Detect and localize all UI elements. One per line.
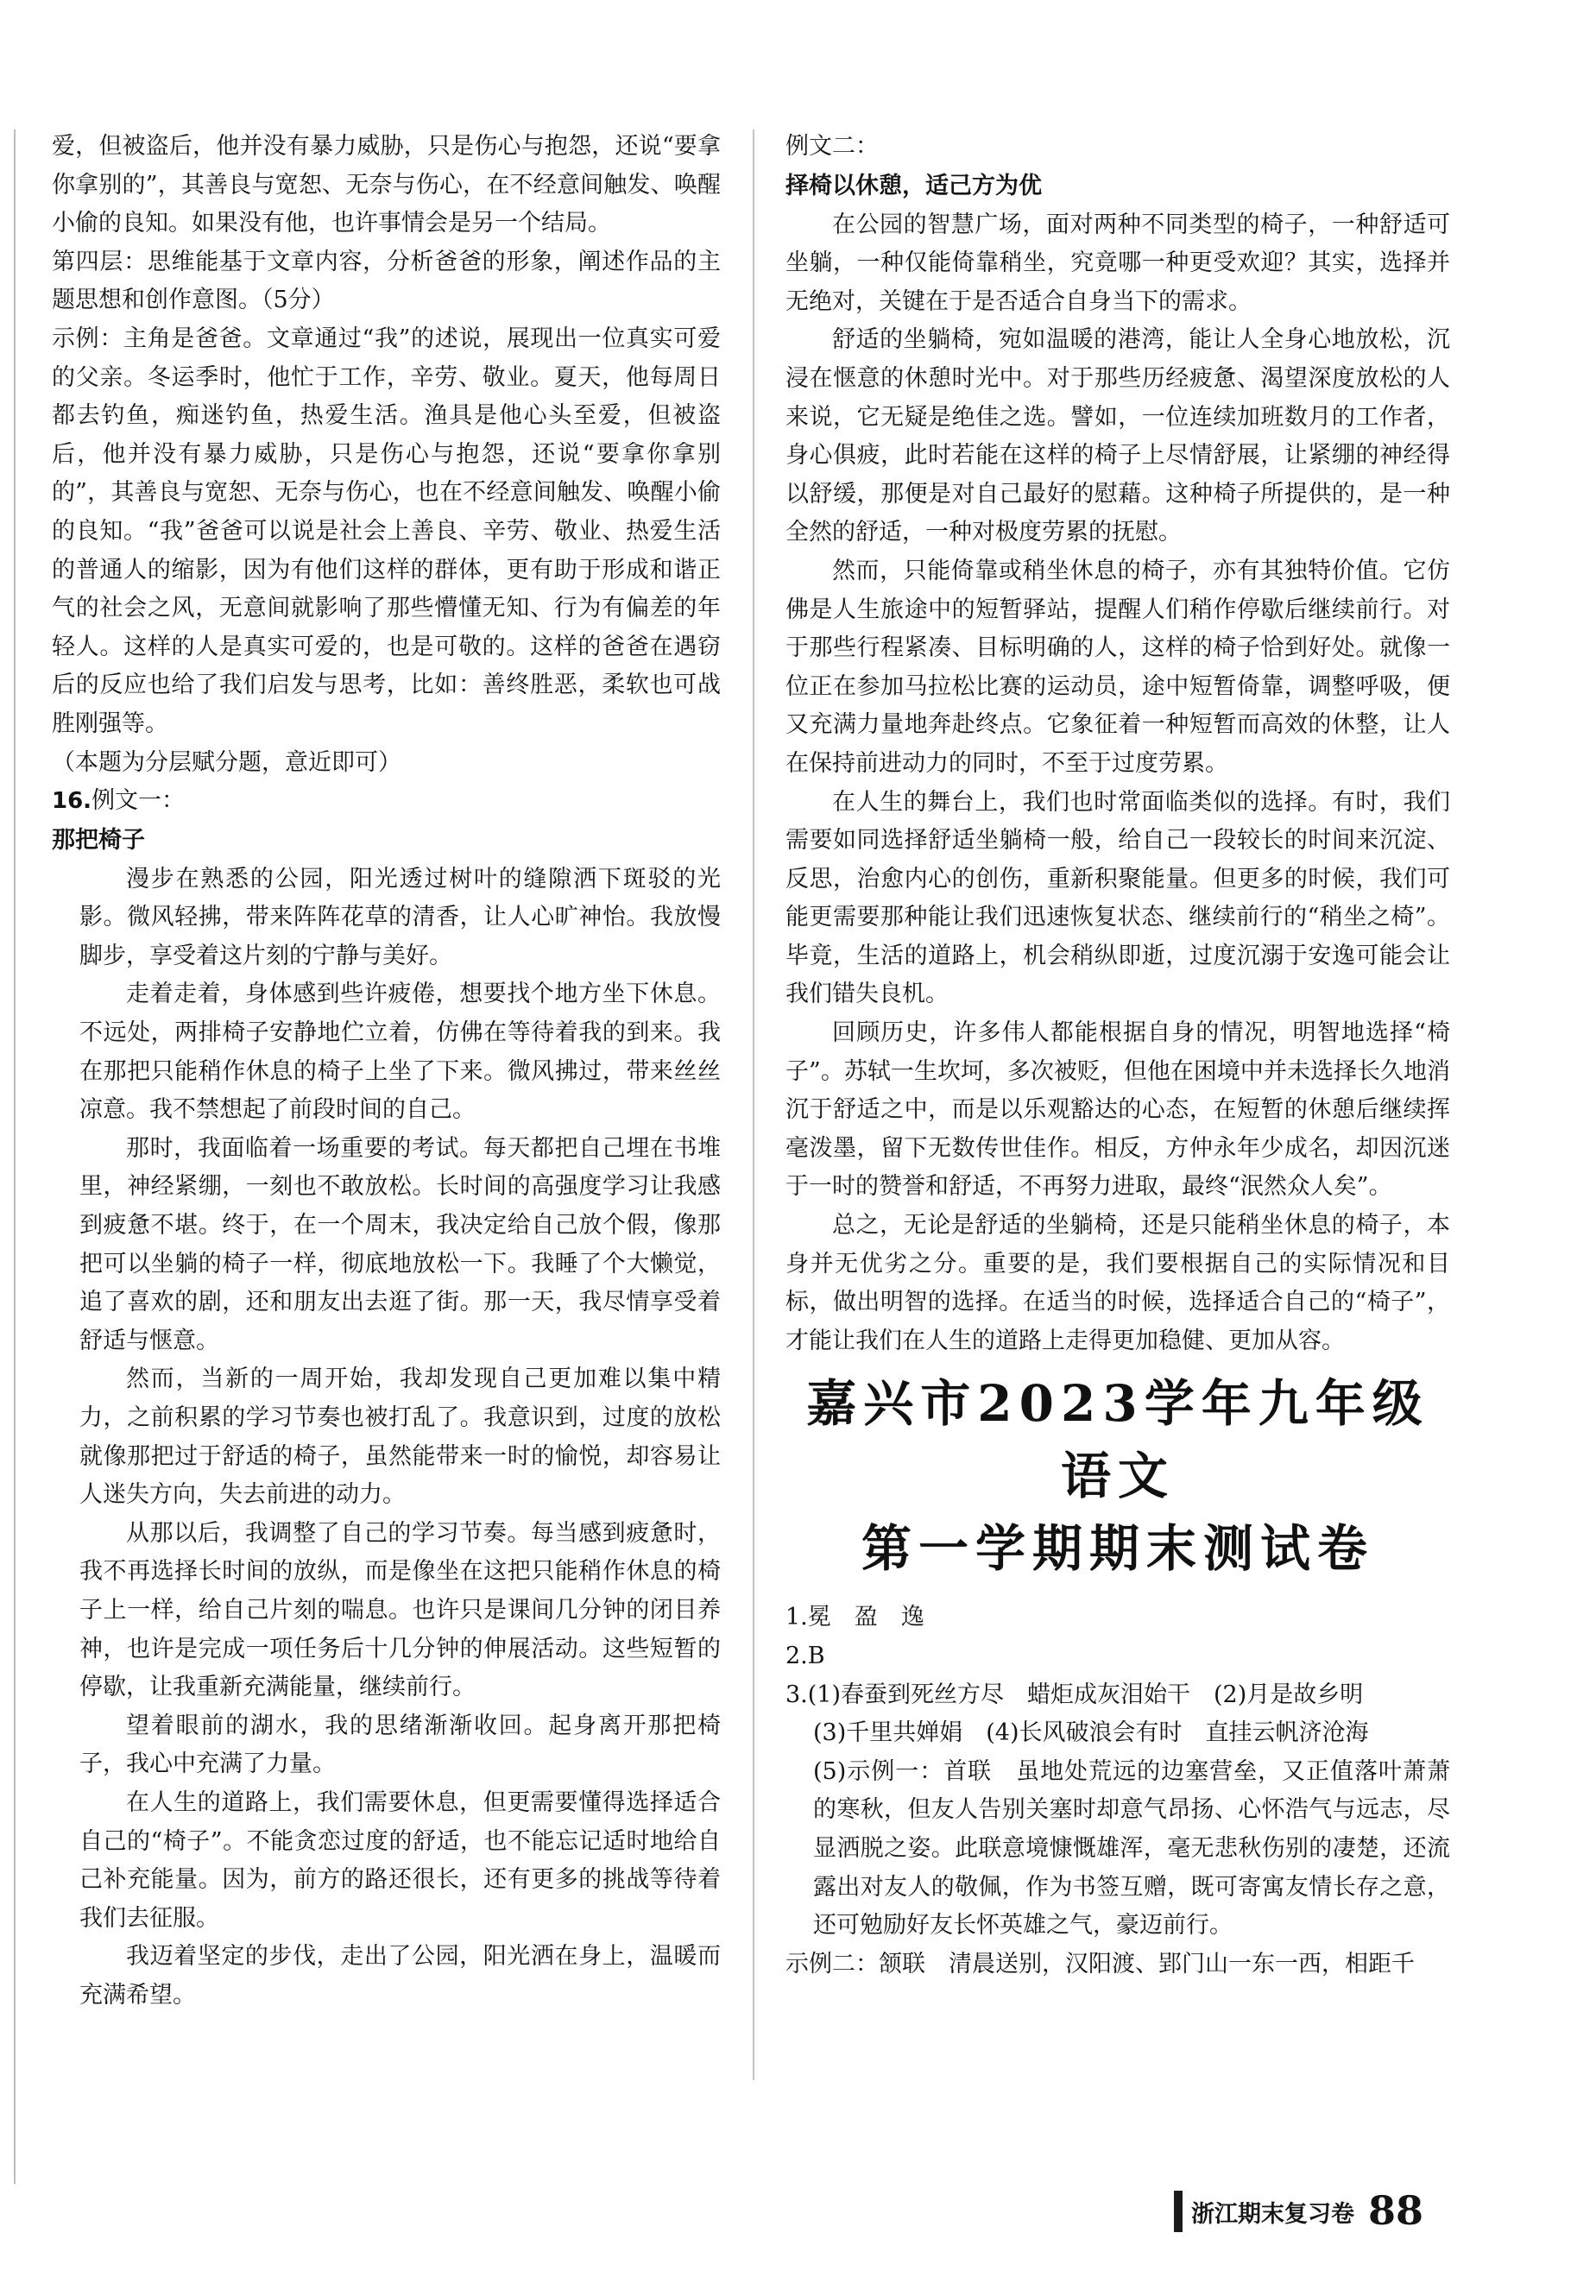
essay-one-paragraph: 从那以后，我调整了自己的学习节奏。每当感到疲惫时，我不再选择长时间的放纵，而是像坐在这把只能稍作休息的椅子上一样，给自己片刻的喘息。也许只是课间几分钟的闭目养神，也许是完成一项任务后十几分钟的伸展活动。这些短暂的停歇，让我重新充满能量，继续前行。 (79, 1519, 721, 1701)
essay-two-paragraph: 舒适的坐躺椅，宛如温暖的港湾，能让人全身心地放松，沉浸在惬意的休憩时光中。对于那些历经疲惫、渴望深度放松的人来说，它无疑是绝佳之选。譬如，一位连续加班数月的工作者，身心俱疲，此时若能在这样的椅子上尽情舒展，让紧绷的神经得以舒缓，那便是对自己最好的慰藉。这种椅子所提供的，是一种全然的舒适，一种对极度劳累的抚慰。 (785, 326, 1450, 546)
question-16-header (52, 782, 721, 821)
page-footer (1174, 2189, 1423, 2232)
footer-bar (1174, 2191, 1183, 2232)
question-number: 16. (52, 788, 92, 815)
essay-one-paragraph: 然而，当新的一周开始，我却发现自己更加难以集中精力，之前积累的学习节奏也被打乱了。我意识到，过度的放松就像那把过于舒适的椅子，虽然能带来一时的愉悦，却容易让人迷失方向，失去前进的动力。 (79, 1366, 721, 1509)
essay-two-label: 例文二： (785, 133, 879, 160)
answer-1: 1.冕 盈 逸 (785, 1604, 924, 1631)
essay-one-paragraph: 走着走着，身体感到些许疲倦，想要找个地方坐下休息。不远处，两排椅子安静地伫立着，仿佛在等待着我的到来。我在那把只能稍作休息的椅子上坐了下来。微风拂过，带来丝丝凉意。我不禁想起了前段时间的自己。 (79, 981, 721, 1124)
column-divider (753, 129, 754, 2080)
answer-continuation: 爱，但被盗后，他并没有暴力威胁，只是伤心与抱怨，还说“要拿你拿别的”，其善良与宽恕、无奈与伤心，在不经意间触发、唤醒小偷的良知。如果没有他，也许事情会是另一个结局。 (52, 133, 721, 237)
answer-3-line-4: 示例二：颔联 清晨送别，汉阳渡、郢门山一东一西，相距千 (785, 1950, 1415, 1977)
scoring-note: （本题为分层赋分题，意近即可） (52, 748, 401, 776)
essay-two-paragraph: 总之，无论是舒适的坐躺椅，还是只能稍坐休息的椅子，本身并无优劣之分。重要的是，我们要根据自己的实际情况和目标，做出明智的选择。在适当的时候，选择适合自己的“椅子”，才能让我们在人生的道路上走得更加稳健、更加从容。 (785, 1212, 1450, 1354)
footer-label: 浙江期末复习卷 (1190, 2201, 1354, 2228)
scoring-example: 示例：主角是爸爸。文章通过“我”的述说，展现出一位真实可爱的父亲。冬运季时，他忙于工作，辛劳、敬业。夏天，他每周日都去钓鱼，痴迷钓鱼，热爱生活。渔具是他心头至爱，但被盗后，他并没有暴力威胁，只是伤心与抱怨，还说“要拿你拿别的”，其善良与宽恕、无奈与伤心，也在不经意间触发、唤醒小偷的良知。“我”爸爸可以说是社会上善良、辛劳、敬业、热爱生活的普通人的缩影，因为有他们这样的群体，更有助于形成和谐正气的社会之风，无意间就影响了那些懵懂无知、行为有偏差的年轻人。这样的人是真实可爱的，也是可敬的。这样的爸爸在遇窃后的反应也给了我们启发与思考，比如：善终胜恶，柔软也可战胜刚强等。 (52, 325, 721, 737)
answer-3-line-2: (3)千里共婵娟 (4)长风破浪会有时 直挂云帆济沧海 (813, 1719, 1369, 1747)
essay-one-paragraph: 望着眼前的湖水，我的思绪渐渐收回。起身离开那把椅子，我心中充满了力量。 (79, 1712, 721, 1778)
essay-two-paragraph: 然而，只能倚靠或稍坐休息的椅子，亦有其独特价值。它仿佛是人生旅途中的短暂驿站，提醒人们稍作停歇后继续前行。对于那些行程紧凑、目标明确的人，这样的椅子恰到好处。就像一位正在参加马拉松比赛的运动员，途中短暂倚靠，调整呼吸，便又充满力量地奔赴终点。它象征着一种短暂而高效的休整，让人在保持前进动力的同时，不至于过度劳累。 (785, 557, 1450, 777)
essay-one-label: 例文一： (91, 787, 186, 815)
scoring-level-four: 第四层：思维能基于文章内容，分析爸爸的形象，阐述作品的主题思想和创作意图。（5分） (52, 248, 721, 314)
essay-two-paragraph: 在人生的舞台上，我们也时常面临类似的选择。有时，我们需要如同选择舒适坐躺椅一般，给自己一段较长的时间来沉淀、反思，治愈内心的创伤，重新积聚能量。但更多的时候，我们可能更需要那种能让我们迅速恢复状态、继续前行的“稍坐之椅”。毕竟，生活的道路上，机会稍纵即逝，过度沉溺于安逸可能会让我们错失良机。 (785, 788, 1450, 1008)
right-column (785, 128, 1450, 1984)
left-margin-rule (14, 129, 16, 2184)
essay-one-paragraph: 那时，我面临着一场重要的考试。每天都把自己埋在书堆里，神经紧绷，一刻也不敢放松。长时间的高强度学习让我感到疲惫不堪。终于，在一个周末，我决定给自己放个假，像那把可以坐躺的椅子一样，彻底地放松一下。我睡了个大懒觉，追了喜欢的剧，还和朋友出去逛了街。那一天，我尽情享受着舒适与惬意。 (79, 1134, 721, 1354)
answer-3-line-3: (5)示例一：首联 虽地处荒远的边塞营垒，又正值落叶萧萧的寒秋，但友人告别关塞时却意气昂扬、心怀浩气与远志，尽显洒脱之姿。此联意境慷慨雄浑，毫无悲秋伤别的凄楚，还流露出对友人的敬佩，作为书签互赠，既可寄寓友情长存之意，还可勉励好友长怀英雄之气，豪迈前行。 (813, 1757, 1450, 1940)
page-number: 88 (1367, 2187, 1423, 2234)
essay-one-title: 那把椅子 (52, 826, 145, 854)
essay-one-paragraph: 漫步在熟悉的公园，阳光透过树叶的缝隙洒下斑驳的光影。微风轻拂，带来阵阵花草的清香，让人心旷神怡。我放慢脚步，享受着这片刻的宁静与美好。 (79, 865, 721, 969)
exam-title-line-2: 第一学期期末测试卷 (861, 1519, 1374, 1579)
exam-title (785, 1367, 1450, 1585)
answer-3-line-1: 3.(1)春蚕到死丝方尽 蜡炬成灰泪始干 (2)月是故乡明 (785, 1681, 1364, 1708)
exam-title-line-1: 嘉兴市2023学年九年级语文 (806, 1374, 1429, 1506)
essay-one-paragraph: 在人生的道路上，我们需要休息，但更需要懂得选择适合自己的“椅子”。不能贪恋过度的舒适，也不能忘记适时地给自己补充能量。因为，前方的路还很长，还有更多的挑战等待着我们去征服。 (79, 1788, 721, 1932)
essay-two-paragraph: 回顾历史，许多伟人都能根据自身的情况，明智地选择“椅子”。苏轼一生坎坷，多次被贬，但他在困境中并未选择长久地消沉于舒适之中，而是以乐观豁达的心态，在短暂的休憩后继续挥毫泼墨，留下无数传世佳作。相反，方仲永年少成名，却因沉迷于一时的赞誉和舒适，不再努力进取，最终“泯然众人矣”。 (785, 1019, 1450, 1201)
left-column (52, 128, 721, 2015)
essay-one-paragraph: 我迈着坚定的步伐，走出了公园，阳光洒在身上，温暖而充满希望。 (79, 1943, 721, 2009)
essay-two-title: 择椅以休憩，适己方为优 (785, 172, 1042, 199)
answer-2: 2.B (785, 1643, 825, 1669)
essay-one-body (79, 861, 721, 2015)
essay-two-paragraph: 在公园的智慧广场，面对两种不同类型的椅子，一种舒适可坐躺，一种仅能倚靠稍坐，究竟哪一种更受欢迎？其实，选择并无绝对，关键在于是否适合自身当下的需求。 (785, 211, 1450, 315)
